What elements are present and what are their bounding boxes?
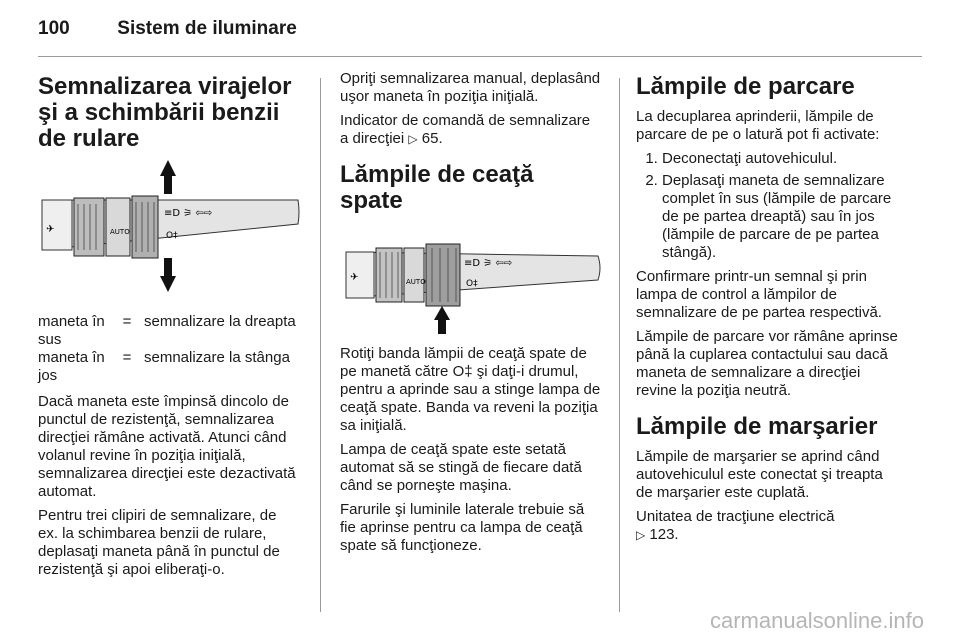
- triangle-ref-icon: ▷: [408, 132, 418, 146]
- svg-text:AUTO: AUTO: [110, 228, 130, 236]
- rear-fog-stalk-figure: [340, 222, 602, 339]
- section-heading-turn-signals: Semnalizarea virajelor şi a schimbării benzii de rulare: [38, 73, 292, 152]
- column-2: [340, 70, 602, 561]
- svg-text:O‡: O‡: [166, 231, 178, 241]
- rear-fog-icon: O‡: [452, 363, 473, 380]
- column-3: [636, 70, 902, 550]
- paragraph-rear-fog: [340, 345, 602, 435]
- watermark: carmanualsonline.info: [709, 608, 924, 633]
- svg-text:✈: ✈: [350, 272, 359, 283]
- legend-term: maneta în jos: [38, 349, 105, 384]
- legend-row: [38, 349, 300, 385]
- paragraph-text: Indicator de comandă de semnalizare a direcţiei: [340, 112, 591, 147]
- column-1: [38, 70, 300, 585]
- section-heading-reversing-lamps: Lămpile de marşarier: [636, 413, 878, 440]
- column-divider-1: [320, 78, 321, 612]
- page-header: [38, 18, 297, 40]
- paragraph: Lămpile de parcare vor rămâne aprinse până la cuplarea contactului sau dacă maneta de semnalizare a direcţiei revine la poziţia neutră.: [636, 328, 898, 399]
- paragraph-text: Rotiţi banda lămpii de ceaţă spate de pe manetă către: [340, 345, 587, 380]
- column-divider-2: [619, 78, 620, 612]
- paragraph: La decuplarea aprinderii, lămpile de parcare de pe o latură pot fi activate:: [636, 108, 880, 143]
- paragraph-text: şi daţi-i drumul, pentru a aprinde sau a stinge lampa de ceaţă spate. Banda va reveni la poziţia sa iniţială.: [340, 363, 601, 434]
- legend-row: [38, 313, 300, 349]
- paragraph: Lampa de ceaţă spate este setată automat să se stingă de fiecare dată când se porneşte maşina.: [340, 441, 582, 494]
- paragraph: Farurile şi luminile laterale trebuie să fie aprinse pentru ca lampa de ceaţă spate să funcţioneze.: [340, 501, 585, 554]
- svg-text:O‡: O‡: [466, 279, 478, 289]
- page-title: Sistem de iluminare: [117, 18, 297, 39]
- svg-text:≡D ⚞ ⇦⇨: ≡D ⚞ ⇦⇨: [464, 258, 513, 269]
- paragraph-with-ref: [340, 112, 602, 148]
- page-reference[interactable]: 123.: [649, 526, 679, 543]
- paragraph: Opriţi semnalizarea manual, deplasând uşor maneta în poziţia iniţială.: [340, 70, 601, 105]
- direction-legend: [38, 313, 300, 385]
- paragraph-with-ref: [636, 508, 902, 544]
- paragraph: Dacă maneta este împinsă dincolo de punctul de rezistenţă, semnalizarea direcţiei rămâne activată. Atunci când volanul revine în poziţia iniţială, semnalizarea direcţiei este dezactivată automat.: [38, 393, 296, 500]
- paragraph: Lămpile de marşarier se aprind când autovehiculul este conectat şi treapta de marşarier este cuplată.: [636, 448, 883, 501]
- paragraph: Pentru trei clipiri de semnalizare, de ex. la schimbarea benzii de rulare, deplasaţi maneta până în punctul de rezistenţă şi apoi eliberaţi-o.: [38, 507, 280, 578]
- legend-equals: =: [122, 349, 132, 366]
- turn-signal-stalk-figure: [38, 160, 300, 307]
- list-item: 2. Deplasaţi maneta de semnalizare complet în sus (lămpile de parcare de pe partea dreaptă) sau în jos (lămpile de parcare de pe partea stângă).: [662, 172, 902, 262]
- steps-list: [636, 150, 902, 262]
- svg-text:✈: ✈: [46, 224, 55, 235]
- header-rule: [38, 56, 922, 57]
- section-heading-rear-fog: Lămpile de ceaţă spate: [340, 161, 534, 214]
- list-item: 1. Deconectaţi autovehiculul.: [662, 150, 902, 168]
- legend-term: maneta în sus: [38, 313, 105, 348]
- legend-desc: semnalizare la stânga: [144, 349, 290, 366]
- legend-equals: =: [122, 313, 132, 330]
- triangle-ref-icon: ▷: [636, 528, 646, 542]
- section-heading-parking-lamps: Lămpile de parcare: [636, 73, 855, 100]
- paragraph: Confirmare printr-un semnal şi prin lampa de control a lămpilor de semnalizare de pe partea respectivă.: [636, 268, 882, 321]
- page-number: 100: [38, 18, 70, 39]
- svg-text:≡D ⚞ ⇦⇨: ≡D ⚞ ⇦⇨: [164, 208, 213, 219]
- page-reference[interactable]: 65.: [421, 130, 443, 147]
- legend-desc: semnalizare la dreapta: [144, 313, 296, 330]
- paragraph-text: Unitatea de tracţiune electrică: [636, 508, 835, 525]
- svg-text:AUTO: AUTO: [406, 278, 426, 286]
